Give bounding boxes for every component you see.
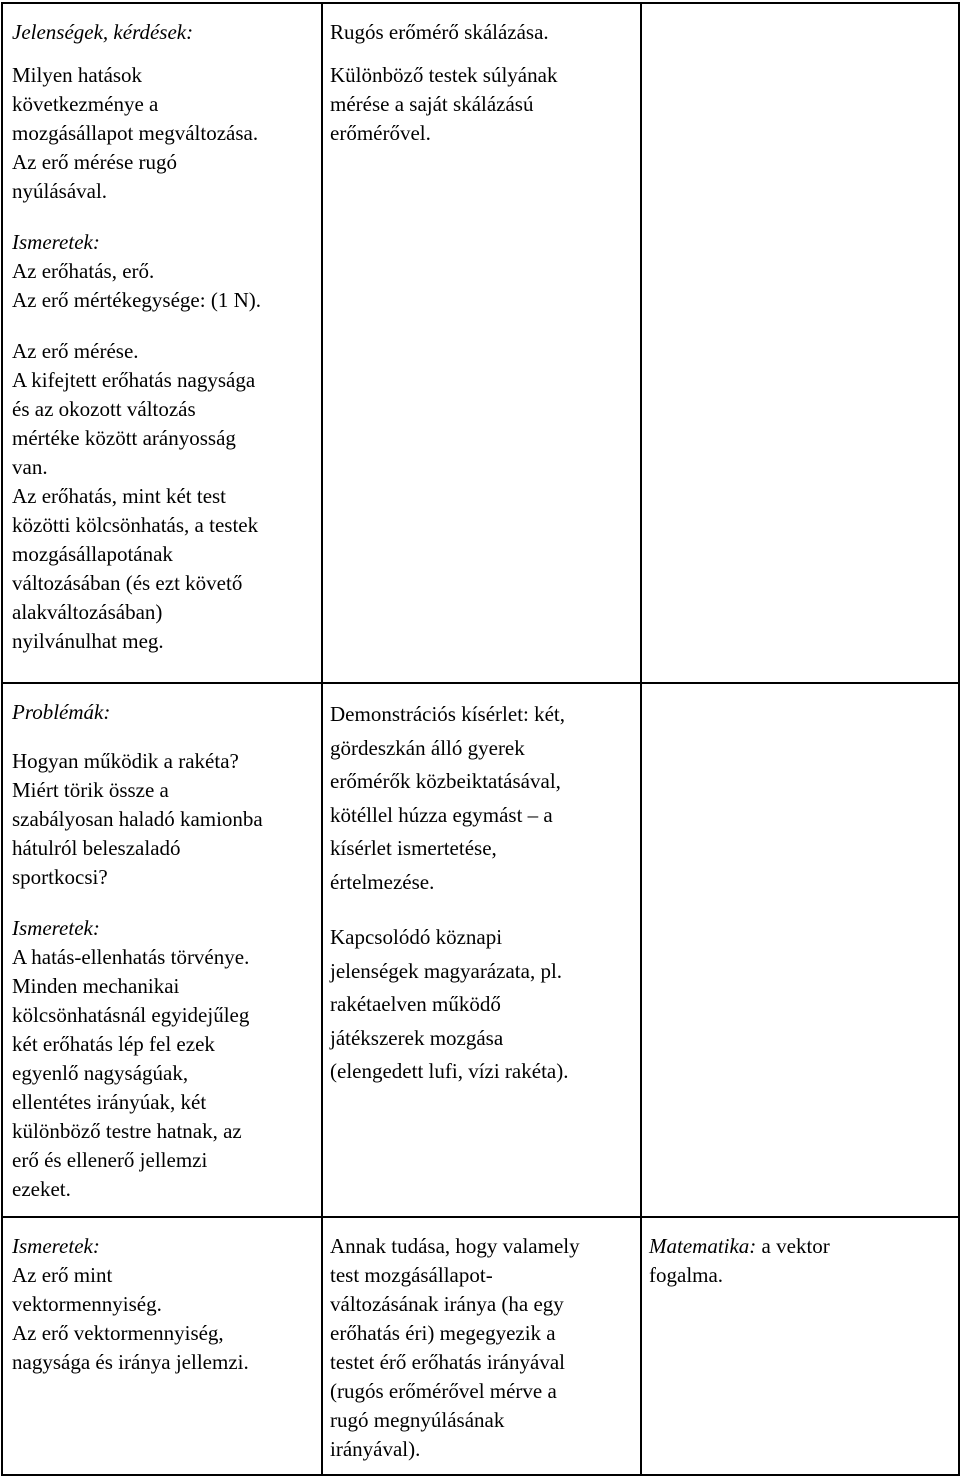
text-line: erőmérők közbeiktatásával,: [330, 769, 561, 793]
text-line: kötéllel húzza egymást – a: [330, 802, 553, 827]
text-line: nyúlásával.: [12, 179, 108, 203]
text-line: rugó megnyúlásának: [330, 1408, 505, 1432]
section-heading: Jelenségek, kérdések:: [12, 20, 194, 44]
row3-col1-cell: [2, 1217, 322, 1475]
row3-col2-cell: [322, 1217, 641, 1475]
note-text: a vektor: [756, 1234, 830, 1258]
text-line: fogalma.: [649, 1263, 724, 1287]
text-line: változásának iránya (ha egy: [330, 1292, 564, 1316]
table-row: [2, 3, 959, 683]
text-line: közötti kölcsönhatás, a testek: [12, 513, 259, 537]
text-line: Az erő vektormennyiség,: [12, 1321, 224, 1345]
text-line: Az erő mérése.: [12, 339, 139, 363]
text-line: alakváltozásában): [12, 600, 163, 624]
text-line: van.: [12, 455, 48, 479]
text-line: Milyen hatások: [12, 63, 143, 87]
text-block: [330, 921, 634, 1089]
row1-col3-cell: [641, 3, 959, 683]
text-line: hátulról beleszaladó: [12, 836, 181, 860]
text-line: kísérlet ismertetése,: [330, 836, 497, 860]
text-line: játékszerek mozgása: [330, 1025, 504, 1050]
section-heading: Ismeretek:: [12, 230, 100, 254]
text-block: [12, 337, 313, 656]
text-line: erőmérővel.: [330, 121, 431, 145]
text-line: (rugós erőmérővel mérve a: [330, 1379, 557, 1403]
text-line: Miért törik össze a: [12, 778, 169, 802]
text-line: kölcsönhatásnál egyidejűleg: [12, 1003, 250, 1027]
text-line: Kapcsolódó köznapi: [330, 925, 503, 949]
text-line: test mozgásállapot-: [330, 1263, 493, 1287]
row2-col2-cell: [322, 683, 641, 1217]
row1-col2-cell: [322, 3, 641, 683]
text-block: [12, 943, 313, 1204]
text-line: szabályosan haladó kamionba: [12, 807, 263, 831]
text-line: rakétaelven működő: [330, 992, 501, 1016]
table-row: [2, 683, 959, 1217]
text-line: következménye a: [12, 92, 159, 116]
section-heading: Ismeretek:: [12, 1234, 100, 1258]
text-line: mérése a saját skálázású: [330, 92, 534, 116]
text-line: Különböző testek súlyának: [330, 63, 558, 87]
text-line: vektormennyiség.: [12, 1292, 162, 1316]
text-line: Az erőhatás, mint két test: [12, 484, 227, 508]
row2-col3-cell: [641, 683, 959, 1217]
text-line: irányával).: [330, 1437, 421, 1461]
text-line: A kifejtett erőhatás nagysága: [12, 368, 256, 392]
text-line: mértéke között arányosság: [12, 426, 236, 450]
text-line: Az erő mérése rugó: [12, 150, 178, 174]
text-line: Az erő mértékegysége: (1 N).: [12, 288, 261, 312]
text-block: [12, 747, 313, 892]
text-line: ezeket.: [12, 1177, 71, 1201]
row3-col3-cell: [641, 1217, 959, 1475]
text-line: változásában (és ezt követő: [12, 571, 243, 595]
text-line: A hatás-ellenhatás törvénye.: [12, 945, 250, 969]
row2-col1-cell: [2, 683, 322, 1217]
text-line: (elengedett lufi, vízi rakéta).: [330, 1059, 569, 1083]
text-line: erő és ellenerő jellemzi: [12, 1148, 208, 1172]
text-line: Hogyan működik a rakéta?: [12, 749, 239, 773]
section-heading: Ismeretek:: [12, 916, 100, 940]
row1-col1-cell: [2, 3, 322, 683]
text-line: ellentétes irányúak, két: [12, 1090, 207, 1114]
text-block: [12, 1261, 313, 1377]
text-line: erőhatás éri) megegyezik a: [330, 1321, 556, 1345]
text-line: Az erőhatás, erő.: [12, 259, 155, 283]
text-line: nagysága és iránya jellemzi.: [12, 1350, 249, 1374]
text-line: Az erő mint: [12, 1263, 113, 1287]
text-line: nyilvánulhat meg.: [12, 629, 164, 653]
text-line: jelenségek magyarázata, pl.: [330, 958, 563, 983]
text-line: testet érő erőhatás irányával: [330, 1350, 565, 1374]
section-heading: Problémák:: [12, 700, 111, 724]
text-line: sportkocsi?: [12, 865, 108, 889]
text-block: [12, 61, 313, 206]
table-row: [2, 1217, 959, 1475]
text-line: különböző testre hatnak, az: [12, 1119, 242, 1143]
text-line: értelmezése.: [330, 869, 435, 894]
text-line: Annak tudása, hogy valamely: [330, 1234, 580, 1258]
text-line: Demonstrációs kísérlet: két,: [330, 702, 566, 726]
text-line: egyenlő nagyságúak,: [12, 1061, 189, 1085]
text-line: Minden mechanikai: [12, 974, 180, 998]
subject-label: Matematika:: [649, 1234, 757, 1258]
text-block: [12, 257, 313, 315]
text-block: [330, 698, 634, 899]
text-line: mozgásállapot megváltozása.: [12, 121, 259, 145]
text-block: [330, 61, 634, 148]
text-line: és az okozott változás: [12, 397, 196, 421]
text-line: két erőhatás lép fel ezek: [12, 1032, 215, 1056]
cross-subject-note: [649, 1232, 952, 1261]
text-line: gördeszkán álló gyerek: [330, 735, 525, 760]
text-block: [330, 1232, 634, 1464]
text-line: Rugós erőmérő skálázása.: [330, 20, 549, 44]
text-line: mozgásállapotának: [12, 542, 173, 566]
curriculum-table: [1, 2, 960, 1476]
